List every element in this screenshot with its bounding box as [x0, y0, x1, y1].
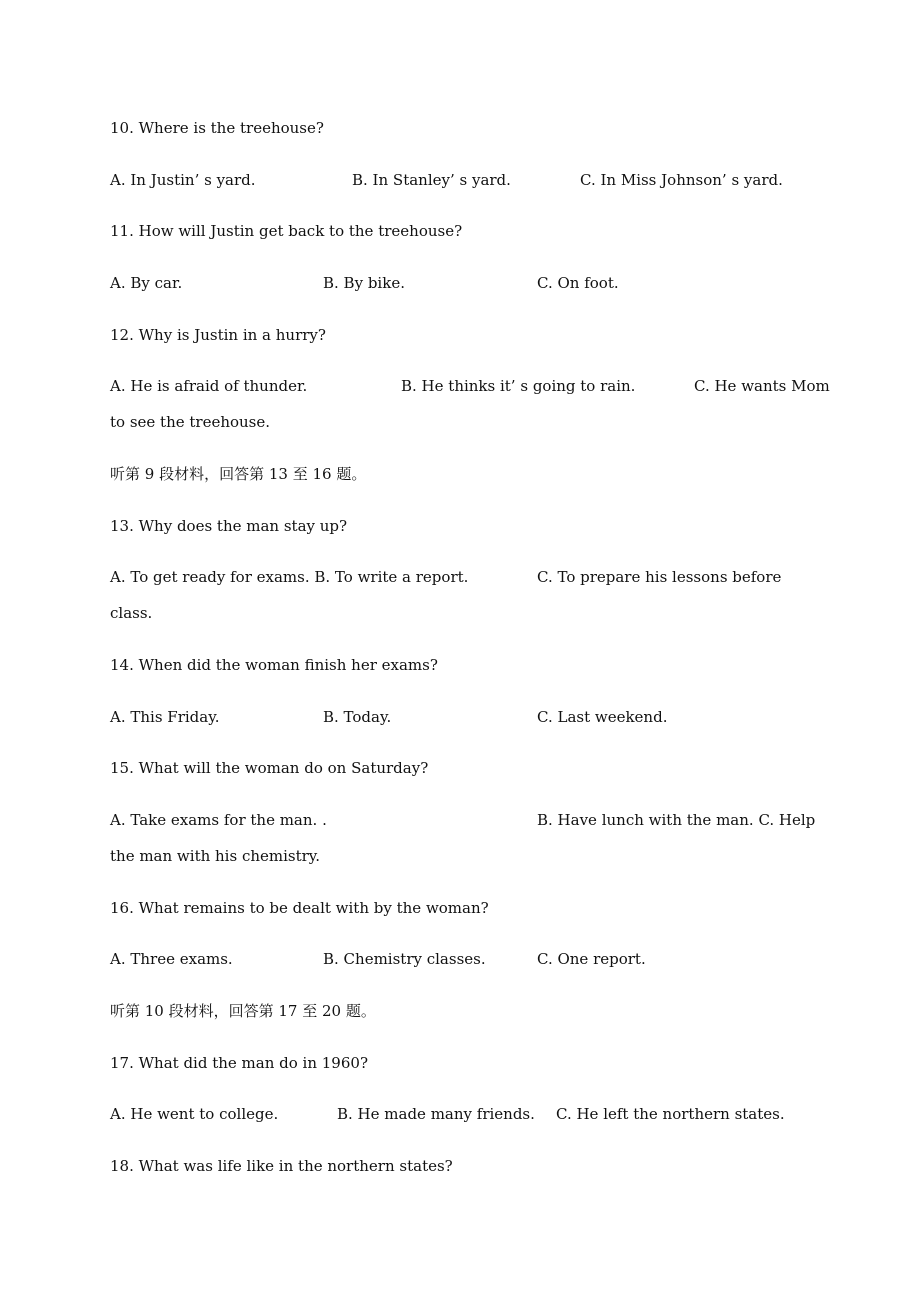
q10-option-a: A. In Justin’ s yard.	[110, 171, 256, 189]
question-17: 17. What did the man do in 1960?	[110, 1054, 368, 1072]
q15-option-a: A. Take exams for the man. .	[110, 811, 327, 829]
question-11: 11. How will Justin get back to the treehouse?	[110, 222, 463, 240]
q11-option-a: A. By car.	[110, 274, 183, 292]
q10-option-c: C. In Miss Johnson’ s yard.	[580, 171, 783, 189]
q14-option-a: A. This Friday.	[110, 708, 220, 726]
q15-options-b-c: B. Have lunch with the man. C. Help	[537, 811, 816, 829]
question-14: 14. When did the woman finish her exams?	[110, 656, 438, 674]
q15-option-c-continued: the man with his chemistry.	[110, 847, 321, 865]
q16-option-b: B. Chemistry classes.	[323, 950, 486, 968]
q11-option-c: C. On foot.	[537, 274, 619, 292]
q13-options-a-b: A. To get ready for exams. B. To write a report.	[110, 568, 469, 586]
q16-option-c: C. One report.	[537, 950, 646, 968]
question-16: 16. What remains to be dealt with by the woman?	[110, 899, 489, 917]
q14-option-c: C. Last weekend.	[537, 708, 668, 726]
q11-option-b: B. By bike.	[323, 274, 405, 292]
q13-option-c-continued: class.	[110, 604, 153, 622]
q14-option-b: B. Today.	[323, 708, 392, 726]
q17-option-c: C. He left the northern states.	[556, 1105, 785, 1123]
q13-option-c: C. To prepare his lessons before	[537, 568, 782, 586]
question-15: 15. What will the woman do on Saturday?	[110, 759, 429, 777]
q17-option-a: A. He went to college.	[110, 1105, 279, 1123]
q10-option-b: B. In Stanley’ s yard.	[352, 171, 511, 189]
q12-option-c: C. He wants Mom	[694, 377, 830, 395]
question-18: 18. What was life like in the northern states?	[110, 1157, 453, 1175]
q16-option-a: A. Three exams.	[110, 950, 233, 968]
question-13: 13. Why does the man stay up?	[110, 517, 348, 535]
question-10: 10. Where is the treehouse?	[110, 119, 324, 137]
q12-option-b: B. He thinks it’ s going to rain.	[401, 377, 636, 395]
section-heading-9: 听第 9 段材料，回答第 13 至 16 题。	[110, 465, 367, 483]
section-heading-10: 听第 10 段材料，回答第 17 至 20 题。	[110, 1002, 376, 1020]
q17-option-b: B. He made many friends.	[337, 1105, 535, 1123]
q12-option-a: A. He is afraid of thunder.	[110, 377, 308, 395]
q12-option-c-continued: to see the treehouse.	[110, 413, 271, 431]
question-12: 12. Why is Justin in a hurry?	[110, 326, 326, 344]
